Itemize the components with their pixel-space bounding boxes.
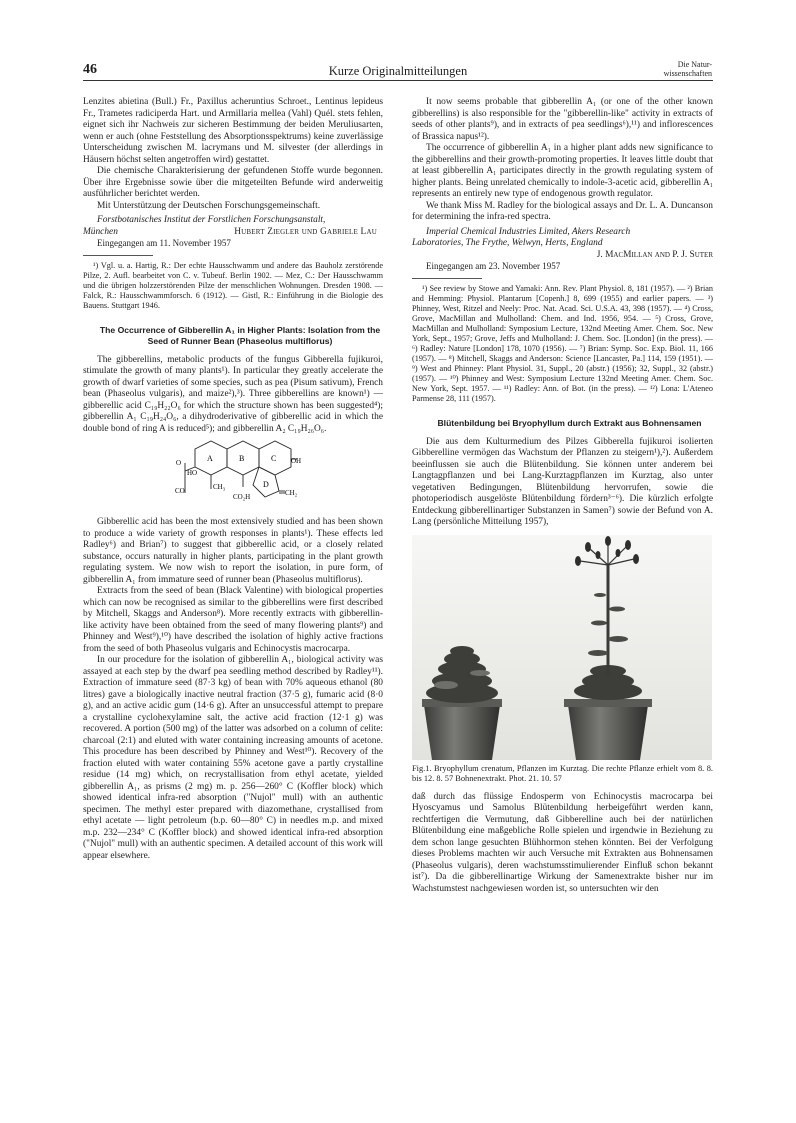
structural-formula (83, 439, 383, 511)
ring-c-label: C (271, 454, 277, 463)
paragraph-gib-3: Extracts from the seed of bean (Black Valentine) with biological properties which can now be recognised as similar to the gibberellins were first described by Mitchell, Skaggs and Anderson⁸). More recently extracts with gibberellin-like activity have been obtained from the seed of many flowering plants⁹) and Phinney and West⁹),¹⁰) have described the isolation of highly active fractions from the seed of both Phaseolus vulgaris and Echinocystis macrocarpa. (83, 586, 383, 654)
paragraph-gib-1: The gibberellins, metabolic products of the fungus Gibberella fujikuroi, stimulate the growth of many plants¹). In particular they greatly accelerate the growth of dwarf varieties of some species, such as pea (Pisum sativum), French bean (Phaseolus vulgaris), and maize²),³). Three gibberellins are known¹) — gibberellic acid C₁₉H₂₂O₆ for which the structure shown has been suggested⁴); gibberellin A₁ C₁₉H₂₄O₆, a dihydroderivative of gibberellic acid in which the double bond of ring A is reduced⁵); and gibberellin A₂ C₁₉H₂₆O₆. (83, 354, 383, 434)
section-title-bluete: Blütenbildung bei Bryophyllum durch Extrakt aus Bohnensamen (437, 417, 702, 428)
authors: Hubert Ziegler und Gabriele Lau (234, 226, 377, 237)
journal-line-1: Die Natur- (677, 60, 712, 69)
received-date: Eingegangen am 11. November 1957 (97, 238, 231, 248)
affiliation-line-1: Forstbotanisches Institut der Forstlichen Forschungsanstalt, (97, 215, 326, 225)
gibberellic-acid-structure (173, 439, 303, 511)
oh-group: OH (291, 457, 302, 465)
co2h-group: CO₂H (233, 493, 251, 501)
affiliation-right-2: Laboratories, The Frythe, Welwyn, Herts, England (412, 238, 603, 248)
paragraph-gib-7: We thank Miss M. Radley for the biological assays and Dr. L. A. Duncanson for determining the infra-red spectra. (412, 200, 713, 222)
ring-d-label: D (263, 480, 269, 489)
paragraph-intro: Lenzites abietina (Bull.) Fr., Paxillus acheruntius Schroet., Lentinus lepideus Fr., Trametes radiciperda Hart. und Armillaria mellea (Vahl) Quél. stets fehlen, eignet sich ihr Nachweis zur sicheren Bestimmung der beiden Meruliusarten, wenn er auch (ohne Feststellung des Absorptionsspektrums) keine zuverlässige Unterscheidung zwischen M. lacrymans und M. silvester (der allerdings in Häusern höchst selten angetroffen wird) gestattet. (83, 97, 383, 165)
paragraph-gib-5: It now seems probable that gibberellin A₁ (or one of the other known gibberellins) is also responsible for the "gibberellin-like" activity in extracts of seeds of other plants⁹), and in extracts of pea seedlings⁶),¹¹) and inflorescences of Brassica napus¹²). (412, 97, 713, 142)
figure-caption: Fig.1. Bryophyllum crenatum, Pflanzen im Kurztag. Die rechte Pflanze erhielt vom 8. 8. bis 12. 8. 57 Bohnenextrakt. Phot. 21. 10. 57 (412, 763, 713, 783)
paragraph-gib-2: Gibberellic acid has been the most extensively studied and has been shown to produce a wide variety of growth responses in plants¹). These effects led Radley⁶) and Brian⁷) to suggest that gibberellic acid, or a closely related substance, occurs naturally in higher plants, participating in the plant growth regulating system. We now wish to report the isolation, in pure form, of gibberellin A₁ from immature seed of runner bean (Phaseolus multiflorus). (83, 517, 383, 585)
affiliation-line-2: München (83, 226, 118, 237)
paragraph-bluete-1: Die aus dem Kulturmedium des Pilzes Gibberella fujikuroi isolierten Gibberelline vermögen das Wachstum der Pflanzen zu steigern¹),²). Außerdem beeinflussen sie auch die Blütenbildung. Sie können unter anderem bei Langtagpflanzen und bei Lang-Kurztagpflanzen im Kurztag, also unter vegetativen Bedingungen, Blütenbildung hervorrufen, sowie die photoperiodisch ausgelöste Blütenbildung fördern³⁻⁶). Die kürzlich erfolgte Entdeckung gibberellinartiger Substanzen in Samen⁷) sowie der Befund von A. Lang (persönliche Mitteilung 1957), (412, 436, 713, 527)
figure-photo (412, 535, 712, 760)
paragraph-gib-6: The occurrence of gibberellin A₁ in a higher plant adds new significance to the gibberellins and their growth-promoting properties. It leaves little doubt that at least gibberellin A₁ participates directly in the growth regulating system of higher plants. Being unrelated chemically to indole-3-acetic acid, gibberellin A₁ represents an entirely new type of endogenous growth regulator. (412, 143, 713, 199)
paragraph-bluete-2: daß durch das flüssige Endosperm von Echinocystis macrocarpa bei Hyoscyamus und Samolus Blütenbildung herbeigeführt werden kann, rechtfertigen die Vermutung, daß Gibberelline auch bei der natürlichen Blütenbildung eine maßgebliche Rolle spielen und irgendwie in Beziehung zu dem schon lange gesuchten Blühhormon stehen könnten. Bei der Verfolgung dieses Problems machten wir auch Versuche mit Extrakten aus Bohnensamen (Phaseolus vulgaris), deren wachstumsstimulierender Einfluß schon bekannt ist⁷). Da die gibberellinartige Wirkung der Samenextrakte bisher nur im Wachstumstest nachgewiesen worden ist, so untersuchten wir den (412, 791, 713, 894)
right-column (412, 97, 713, 895)
page-number: 46 (83, 62, 97, 77)
paragraph-thanks: Mit Unterstützung der Deutschen Forschungsgemeinschaft. (97, 200, 321, 211)
ch3-group: CH₃ (213, 483, 226, 491)
left-column (83, 97, 383, 862)
running-title: Kurze Originalmitteilungen (328, 64, 468, 78)
ch2-group: CH₂ (285, 489, 298, 497)
header-rule (83, 80, 713, 81)
affiliation-right-1: Imperial Chemical Industries Limited, Akers Research (426, 226, 631, 237)
ring-b-label: B (239, 454, 245, 463)
footnote-list: ¹) See review by Stowe and Yamaki: Ann. Rev. Plant Physiol. 8, 181 (1957). — ²) Brian and Hemming: Physiol. Plantarum [Copenh.] 8, 699 (1955) and earlier papers. — ³) Phinney, West, Ritzel and Neely: Proc. Nat. Acad. Sci. U.S.A. 43, 398 (1957). — ⁴) Cross, Grove, MacMillan and Mulholland: Chem. and Ind. 1956, 954. — ⁵) Cross, Grove, MacMillan and Mulholland: Symposium Lecture, 132nd Meeting Amer. Chem. Soc. New York, Sept., 1957; Grove, Jeffs and Mulholland: J. Chem. Soc. [London] (in the press). — ⁶) Radley: Nature [London] 178, 1070 (1956). — ⁷) Brian: Symp. Soc. Exp. Biol. 11, 166 (1957). — ⁸) Mitchell, Skaggs and Anderson: Science [Lancaster, Pa.] 114, 159 (1951). — ⁹) West and Phinney: Plant Physiol. 31, Suppl., 20 (abstr.) (1956); 32, Suppl., 32 (abstr.) (1957). — ¹⁰) Phinney and West: Symposium Lecture 132nd Meeting Amer. Chem. Soc. New York, Sept. 1957. — ¹¹) Radley: Ann. of Bot. (in the press). — ¹²) Lona: L'Ateneo Parmense 28, 111 (1957). (412, 283, 713, 403)
paragraph-gib-4: In our procedure for the isolation of gibberellin A₁, biological activity was assayed at each step by the dwarf pea seedling method described by Radley¹¹). Extraction of immature seed (87·3 kg) of bean with 70% aqueous ethanol (80 litres) gave a biologically inactive neutral fraction (37·5 g), fumaric acid (8·0 g), and an active acidic gum (14·6 g). After an unsuccessful attempt to prepare a crystalline cyclohexylamine salt, the active acid fraction (12·1 g) was recovered. A portion (500 mg) of the latter was adsorbed on a column of celite: charcoal (2:1) and eluted with water containing increasing amounts of acetone. This procedure has been described by Phinney and West¹⁰). Recovery of the fraction eluted with water containing 55% acetone gave a partly crystalline residue (14 mg) which, on recrystallisation from ethyl acetate, yielded gibberellin A₁, as prisms (2 mg) m. p. 256—260° C (Koffler block) which showed identical infra-red absorption ("Nujol" mull) with an authentic specimen. The methyl ester prepared with diazomethane, crystallised from ethyl acetate — light petroleum (b.p. 60—80° C) in needles m.p. and mixed m.p. 232—234° C (Koffler block) and showed identical infra-red absorption ("Nujol" mull) with an authentic specimen. A detailed account of this work will appear elsewhere. (83, 655, 383, 861)
footnote-rule-right (412, 278, 482, 279)
ring-a-label: A (207, 454, 213, 463)
footnote-rule (83, 255, 153, 256)
o-atom: O (176, 459, 182, 467)
footnotes (83, 261, 383, 311)
journal-name (664, 60, 712, 78)
paragraph-chem: Die chemische Charakterisierung der gefundenen Stoffe wurde begonnen. Über ihre Ergebnisse sowie über die mitgeteilten Befunde wird anderweitig ausführlicher berichtet werden. (83, 166, 383, 199)
section-title-line-2: Seed of Runner Bean (Phaseolus multiflorus) (147, 335, 333, 346)
footnote-1: ¹) Vgl. u. a. Hartig, R.: Der echte Hausschwamm und andere das Bauholz zerstörende Pilze, 2. Aufl. bearbeitet von C. v. Tubeuf. Berlin 1902. — Mez, C.: Der Hausschwamm und die übrigen holzzerstörenden Pilze der menschlichen Wohnungen. Dresden 1908. — Falck, R.: Hausschwammforsch. 6 (1912). — Gistl, R.: Einführung in die Biologie des Bauens. Stuttgart 1946. (83, 260, 383, 310)
received-date-right: Eingegangen am 23. November 1957 (426, 261, 561, 271)
co-group: CO (175, 487, 185, 495)
authors-right: J. MacMillan and P. J. Suter (596, 249, 713, 260)
footnotes-right (412, 284, 713, 404)
section-title-line-1: The Occurrence of Gibberellin A₁ in Higher Plants: Isolation from the (99, 324, 381, 335)
journal-line-2: wissenschaften (663, 69, 712, 78)
ho-group: HO (187, 469, 198, 477)
bryophyllum-photo (412, 535, 712, 760)
